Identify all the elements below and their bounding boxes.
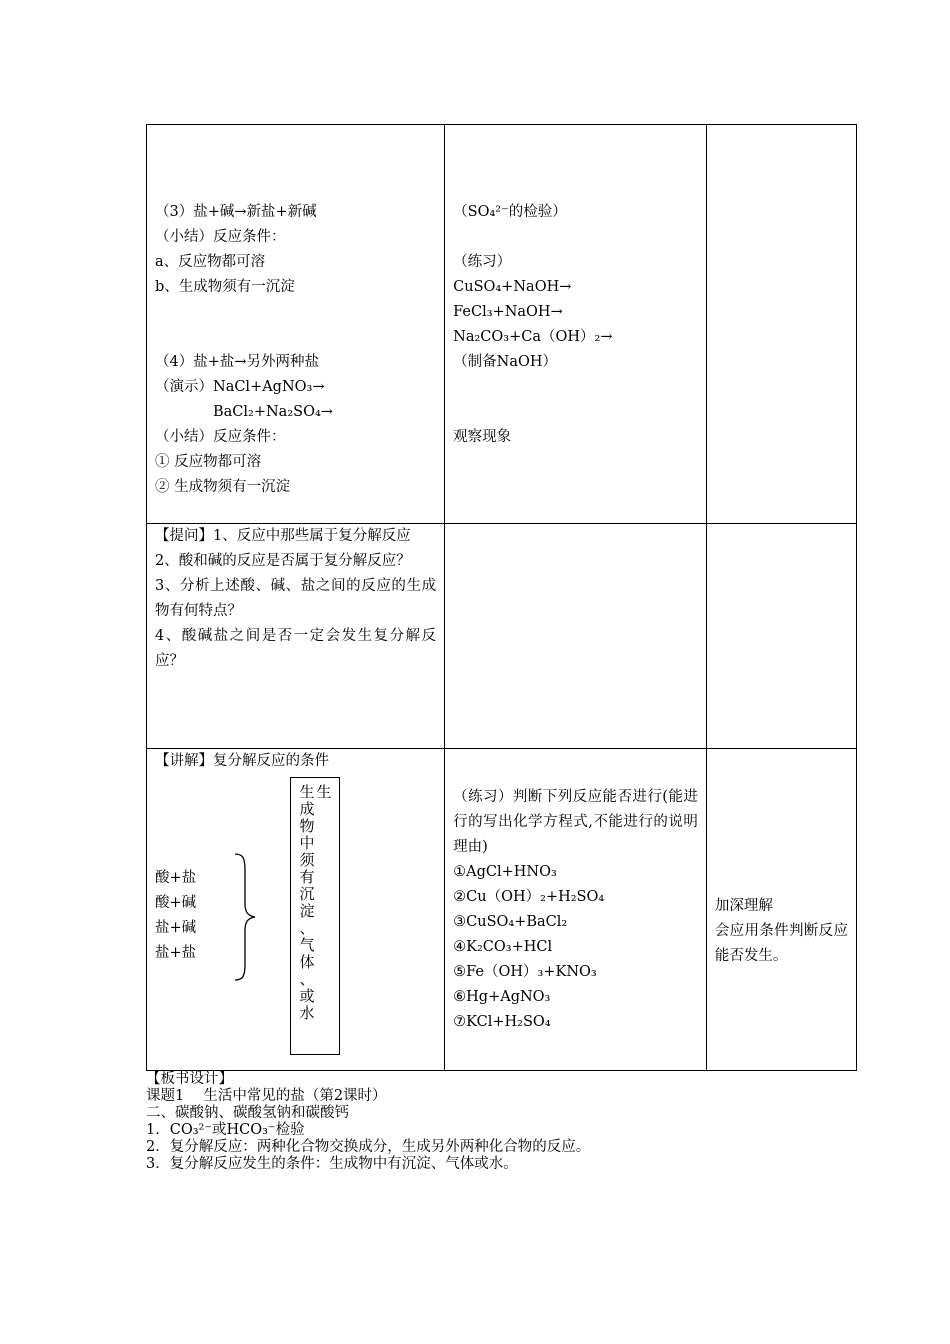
row3-col1 [147,749,445,1071]
row2-col1 [147,524,445,749]
equation-2: FeCl₃+NaOH→ [453,304,563,320]
row3-col2 [445,749,707,1071]
row1-col1 [147,125,445,524]
row1-col3 [706,125,856,524]
board-line-3: 1．CO₃²⁻或HCO₃⁻检验 [146,1122,305,1138]
pair-acid-base: 酸+碱 [155,895,197,911]
pair-salt-base: 盐+碱 [155,920,197,936]
table-row [147,749,857,1071]
practice-item: ③CuSO₄+BaCl₂ [453,914,568,930]
observe: 观察现象 [453,429,512,445]
condition-diagram [155,774,436,1064]
reaction-salt-salt: （4）盐+盐→另外两种盐 [155,354,320,370]
reaction-salt-base: （3）盐+碱→新盐+新碱 [155,204,317,220]
question-2: 2、酸和碱的反应是否属于复分解反应？ [155,553,411,569]
so4-test: （SO₄²⁻的检验） [453,204,567,220]
practice-item: ④K₂CO₃+HCl [453,939,553,955]
reactant-pairs [155,866,196,966]
row3-col3 [706,749,856,1071]
result-text-2: 生 [316,783,332,801]
practice-item: ⑦KCl+H₂SO₄ [453,1014,551,1030]
table-row [147,524,857,749]
row1-col2 [445,125,707,524]
practice-item: ①AgCl+HNO₃ [453,864,557,880]
board-line-2: 二、碳酸钠、碳酸氢钠和碳酸钙 [146,1105,349,1121]
board-title: 【板书设计】 [146,1071,233,1087]
row2-col2 [445,524,707,749]
demo-line-2: BaCl₂+Na₂SO₄→ [213,404,333,420]
practice-item: ⑥Hg+AgNO₃ [453,989,551,1005]
board-line-1: 课题1 生活中常见的盐（第2课时） [146,1088,387,1104]
summary-title: （小结）反应条件： [155,229,286,245]
result-box [290,777,340,1055]
question-4: 4、酸碱盐之间是否一定会发生复分解反应？ [155,628,437,669]
brace-icon [233,852,259,982]
summary-title-2: （小结）反应条件： [155,429,286,445]
question-3: 3、分析上述酸、碱、盐之间的反应的生成物有何特点？ [155,578,437,619]
board-design [146,1071,590,1173]
practice-item: ⑤Fe（OH）₃+KNO₃ [453,964,597,980]
goal-line-2: 会应用条件判断反应能否发生。 [714,923,848,964]
demo-line-1: （演示）NaCl+AgNO₃→ [155,379,325,395]
condition-1: ① 反应物都可溶 [155,454,262,470]
goal-line-1: 加深理解 [714,898,773,914]
board-line-5: 3．复分解反应发生的条件：生成物中有沉淀、气体或水。 [146,1156,518,1172]
prepare-naoh: （制备NaOH） [453,354,558,370]
condition-a: a、反应物都可溶 [155,254,266,270]
explain-title: 【讲解】复分解反应的条件 [155,753,329,769]
practice-item: ②Cu（OH）₂+H₂SO₄ [453,889,605,905]
condition-b: b、生成物须有一沉淀 [155,279,295,295]
practice-intro: （练习）判断下列反应能否进行(能进行的写出化学方程式,不能进行的说明理由) [453,789,698,855]
question-1: 【提问】1、反应中那些属于复分解反应 [155,528,411,544]
pair-acid-salt: 酸+盐 [155,870,197,886]
pair-salt-salt: 盐+盐 [155,945,197,961]
equation-1: CuSO₄+NaOH→ [453,279,572,295]
condition-2: ② 生成物须有一沉淀 [155,479,291,495]
result-text: 生 成 物 中 须 有 沉 淀 、 气 体 、 或 水 [299,783,315,1022]
board-line-4: 2．复分解反应：两种化合物交换成分，生成另外两种化合物的反应。 [146,1139,591,1155]
row2-col3 [706,524,856,749]
practice-label: （练习） [453,254,512,270]
lesson-table [146,124,857,1071]
table-row [147,125,857,524]
equation-3: Na₂CO₃+Ca（OH）₂→ [453,329,613,345]
teaching-goal [715,894,848,969]
